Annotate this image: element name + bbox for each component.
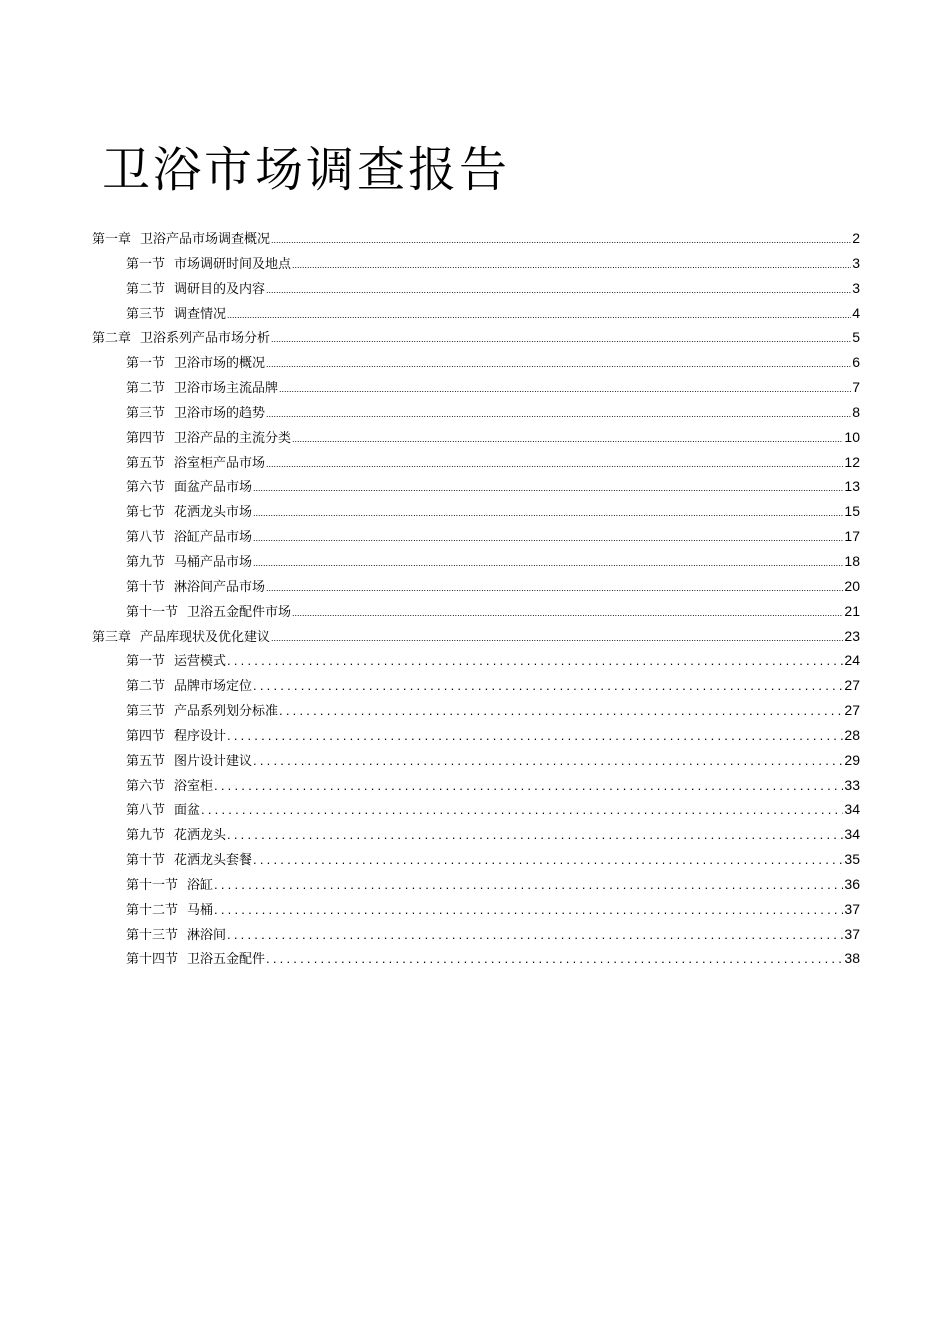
toc-entry-number: 第三节 xyxy=(126,306,166,322)
toc-entry-title: 花洒龙头 xyxy=(174,828,227,844)
toc-entry-label xyxy=(126,926,226,946)
toc-entry-title: 卫浴产品的主流分类 xyxy=(174,430,292,446)
toc-dot-leader xyxy=(253,528,843,548)
toc-entry-number: 第三章 xyxy=(92,629,132,645)
toc-entry-title: 调研目的及内容 xyxy=(174,281,266,297)
toc-entry-title: 图片设计建议 xyxy=(174,753,253,769)
toc-page-number: 18 xyxy=(844,552,860,569)
toc-entry-label xyxy=(126,752,252,772)
toc-section-entry[interactable] xyxy=(92,526,860,551)
toc-entry-title: 浴室柜产品市场 xyxy=(174,455,266,471)
toc-entry-title: 产品系列划分标准 xyxy=(174,704,279,720)
toc-page-number: 21 xyxy=(844,602,860,619)
toc-entry-label xyxy=(126,801,200,821)
toc-entry-title: 市场调研时间及地点 xyxy=(174,256,292,272)
toc-entry-label xyxy=(126,478,252,498)
toc-entry-title: 浴缸 xyxy=(187,877,214,893)
toc-page-number: 10 xyxy=(844,428,860,445)
toc-section-entry[interactable] xyxy=(92,576,860,601)
toc-entry-title: 调查情况 xyxy=(174,306,227,322)
toc-section-entry[interactable] xyxy=(92,402,860,427)
toc-entry-title: 运营模式 xyxy=(174,654,227,670)
toc-dot-leader xyxy=(214,875,843,895)
toc-dot-leader xyxy=(214,776,843,796)
toc-entry-title: 卫浴市场的概况 xyxy=(174,356,266,372)
toc-section-entry[interactable] xyxy=(92,551,860,576)
toc-entry-label xyxy=(126,305,226,325)
toc-entry-title: 面盆 xyxy=(174,803,201,819)
toc-entry-label xyxy=(126,578,265,598)
toc-entry-number: 第十节 xyxy=(126,579,166,595)
toc-entry-title: 卫浴五金配件市场 xyxy=(187,604,292,620)
toc-entry-number: 第五节 xyxy=(126,753,166,769)
toc-entry-title: 产品库现状及优化建议 xyxy=(140,629,271,645)
toc-dot-leader xyxy=(279,379,851,399)
toc-dot-leader xyxy=(271,329,851,349)
toc-entry-number: 第一节 xyxy=(126,256,166,272)
toc-entry-title: 马桶 xyxy=(187,902,214,918)
toc-chapter-entry[interactable] xyxy=(92,228,860,253)
toc-entry-number: 第二节 xyxy=(126,381,166,397)
toc-page-number: 5 xyxy=(852,329,860,346)
toc-section-entry[interactable] xyxy=(92,352,860,377)
toc-section-entry[interactable] xyxy=(92,303,860,328)
toc-dot-leader xyxy=(266,949,843,969)
toc-entry-number: 第二章 xyxy=(92,331,132,347)
toc-entry-number: 第十四节 xyxy=(126,952,179,968)
toc-entry-number: 第四节 xyxy=(126,728,166,744)
toc-entry-label xyxy=(126,603,291,623)
toc-entry-label xyxy=(126,851,252,871)
toc-page-number: 28 xyxy=(844,726,860,743)
toc-dot-leader xyxy=(227,925,843,945)
toc-dot-leader xyxy=(253,503,843,523)
toc-entry-number: 第一章 xyxy=(92,232,132,247)
toc-dot-leader xyxy=(271,230,851,250)
toc-dot-leader xyxy=(292,429,843,449)
toc-page-number: 24 xyxy=(844,652,860,669)
toc-dot-leader xyxy=(266,280,851,300)
toc-entry-label xyxy=(92,230,270,250)
toc-dot-leader xyxy=(266,354,851,374)
toc-page-number: 20 xyxy=(844,577,860,594)
toc-entry-number: 第八节 xyxy=(126,803,166,819)
toc-page-number: 17 xyxy=(844,528,860,545)
toc-page-number: 37 xyxy=(844,925,860,942)
toc-entry-title: 花洒龙头套餐 xyxy=(174,853,253,869)
toc-section-entry[interactable] xyxy=(92,278,860,303)
toc-section-entry[interactable] xyxy=(92,725,860,750)
toc-page-number: 3 xyxy=(852,254,860,271)
toc-entry-title: 品牌市场定位 xyxy=(174,679,253,695)
toc-entry-number: 第九节 xyxy=(126,828,166,844)
toc-entry-label xyxy=(126,950,265,970)
toc-dot-leader xyxy=(266,454,843,474)
toc-entry-number: 第十节 xyxy=(126,853,166,869)
toc-page-number: 15 xyxy=(844,503,860,520)
toc-page-number: 34 xyxy=(844,826,860,843)
toc-page-number: 23 xyxy=(844,627,860,644)
toc-dot-leader xyxy=(279,701,843,721)
toc-entry-title: 卫浴市场的趋势 xyxy=(174,405,266,421)
toc-entry-label xyxy=(126,354,265,374)
toc-entry-number: 第三节 xyxy=(126,704,166,720)
toc-page-number: 27 xyxy=(844,677,860,694)
toc-entry-number: 第八节 xyxy=(126,530,166,546)
toc-entry-label xyxy=(126,429,291,449)
toc-section-entry[interactable] xyxy=(92,948,860,973)
toc-section-entry[interactable] xyxy=(92,377,860,402)
toc-page-number: 2 xyxy=(852,230,860,246)
toc-entry-number: 第四节 xyxy=(126,430,166,446)
toc-entry-number: 第九节 xyxy=(126,554,166,570)
toc-entry-number: 第七节 xyxy=(126,505,166,521)
toc-entry-number: 第十一节 xyxy=(126,604,179,620)
toc-entry-number: 第十二节 xyxy=(126,902,179,918)
toc-entry-label xyxy=(126,826,226,846)
toc-section-entry[interactable] xyxy=(92,899,860,924)
toc-section-entry[interactable] xyxy=(92,700,860,725)
toc-section-entry[interactable] xyxy=(92,452,860,477)
toc-dot-leader xyxy=(253,676,843,696)
toc-section-entry[interactable] xyxy=(92,799,860,824)
toc-entry-title: 卫浴市场主流品牌 xyxy=(174,381,279,397)
toc-entry-number: 第一节 xyxy=(126,654,166,670)
toc-section-entry[interactable] xyxy=(92,476,860,501)
toc-section-entry[interactable] xyxy=(92,874,860,899)
toc-entry-label xyxy=(126,404,265,424)
toc-dot-leader xyxy=(201,800,843,820)
toc-entry-title: 淋浴间 xyxy=(187,927,227,943)
toc-entry-title: 卫浴产品市场调查概况 xyxy=(140,232,271,247)
toc-entry-label xyxy=(126,652,226,672)
toc-entry-number: 第一节 xyxy=(126,356,166,372)
toc-dot-leader xyxy=(227,726,843,746)
toc-dot-leader xyxy=(271,628,843,648)
toc-entry-label xyxy=(126,702,278,722)
toc-entry-label xyxy=(126,553,252,573)
toc-dot-leader xyxy=(227,305,851,325)
toc-section-entry[interactable] xyxy=(92,501,860,526)
toc-entry-label xyxy=(92,628,270,648)
toc-chapter-entry[interactable] xyxy=(92,327,860,352)
toc-page-number: 34 xyxy=(844,801,860,818)
table-of-contents xyxy=(92,228,860,973)
toc-dot-leader xyxy=(266,578,843,598)
toc-page-number: 35 xyxy=(844,851,860,868)
page-title: 卫浴市场调查报告 xyxy=(102,142,511,198)
toc-section-entry[interactable] xyxy=(92,427,860,452)
toc-section-entry[interactable] xyxy=(92,924,860,949)
toc-dot-leader xyxy=(266,404,851,424)
toc-section-entry[interactable] xyxy=(92,675,860,700)
toc-entry-number: 第十三节 xyxy=(126,927,179,943)
toc-chapter-entry[interactable] xyxy=(92,626,860,651)
toc-dot-leader xyxy=(292,255,851,275)
toc-dot-leader xyxy=(253,751,843,771)
toc-entry-label xyxy=(126,528,252,548)
toc-entry-title: 卫浴系列产品市场分析 xyxy=(140,331,271,347)
toc-entry-label xyxy=(92,329,270,349)
toc-entry-title: 马桶产品市场 xyxy=(174,554,253,570)
toc-page-number: 13 xyxy=(844,478,860,495)
toc-dot-leader xyxy=(253,553,843,573)
toc-entry-number: 第五节 xyxy=(126,455,166,471)
toc-page-number: 27 xyxy=(844,702,860,719)
toc-page-number: 12 xyxy=(844,453,860,470)
toc-entry-number: 第二节 xyxy=(126,679,166,695)
toc-entry-title: 浴室柜 xyxy=(174,778,214,794)
toc-section-entry[interactable] xyxy=(92,849,860,874)
toc-entry-label xyxy=(126,255,291,275)
toc-entry-label xyxy=(126,379,278,399)
toc-entry-label xyxy=(126,876,213,896)
toc-dot-leader xyxy=(214,900,843,920)
toc-page-number: 6 xyxy=(852,354,860,371)
toc-entry-label xyxy=(126,777,213,797)
toc-section-entry[interactable] xyxy=(92,650,860,675)
toc-entry-label xyxy=(126,727,226,747)
toc-section-entry[interactable] xyxy=(92,750,860,775)
toc-dot-leader xyxy=(253,478,843,498)
toc-entry-title: 淋浴间产品市场 xyxy=(174,579,266,595)
toc-entry-title: 浴缸产品市场 xyxy=(174,530,253,546)
toc-entry-label xyxy=(126,677,252,697)
toc-section-entry[interactable] xyxy=(92,775,860,800)
toc-entry-title: 卫浴五金配件 xyxy=(187,952,266,968)
toc-entry-title: 花洒龙头市场 xyxy=(174,505,253,521)
toc-dot-leader xyxy=(227,825,843,845)
toc-page-number: 3 xyxy=(852,279,860,296)
toc-page-number: 33 xyxy=(844,776,860,793)
toc-page-number: 36 xyxy=(844,875,860,892)
toc-section-entry[interactable] xyxy=(92,601,860,626)
toc-entry-number: 第十一节 xyxy=(126,877,179,893)
toc-page-number: 8 xyxy=(852,403,860,420)
toc-entry-label xyxy=(126,454,265,474)
toc-entry-number: 第六节 xyxy=(126,480,166,496)
toc-entry-label xyxy=(126,901,213,921)
toc-entry-title: 面盆产品市场 xyxy=(174,480,253,496)
toc-entry-label xyxy=(126,503,252,523)
toc-page-number: 37 xyxy=(844,900,860,917)
toc-page-number: 7 xyxy=(852,379,860,396)
toc-page-number: 38 xyxy=(844,950,860,967)
toc-entry-title: 程序设计 xyxy=(174,728,227,744)
toc-entry-number: 第六节 xyxy=(126,778,166,794)
toc-section-entry[interactable] xyxy=(92,824,860,849)
toc-entry-number: 第二节 xyxy=(126,281,166,297)
toc-dot-leader xyxy=(292,603,843,623)
toc-page-number: 4 xyxy=(852,304,860,321)
toc-dot-leader xyxy=(253,850,843,870)
toc-page-number: 29 xyxy=(844,751,860,768)
toc-entry-label xyxy=(126,280,265,300)
toc-dot-leader xyxy=(227,651,843,671)
toc-entry-number: 第三节 xyxy=(126,405,166,421)
toc-section-entry[interactable] xyxy=(92,253,860,278)
